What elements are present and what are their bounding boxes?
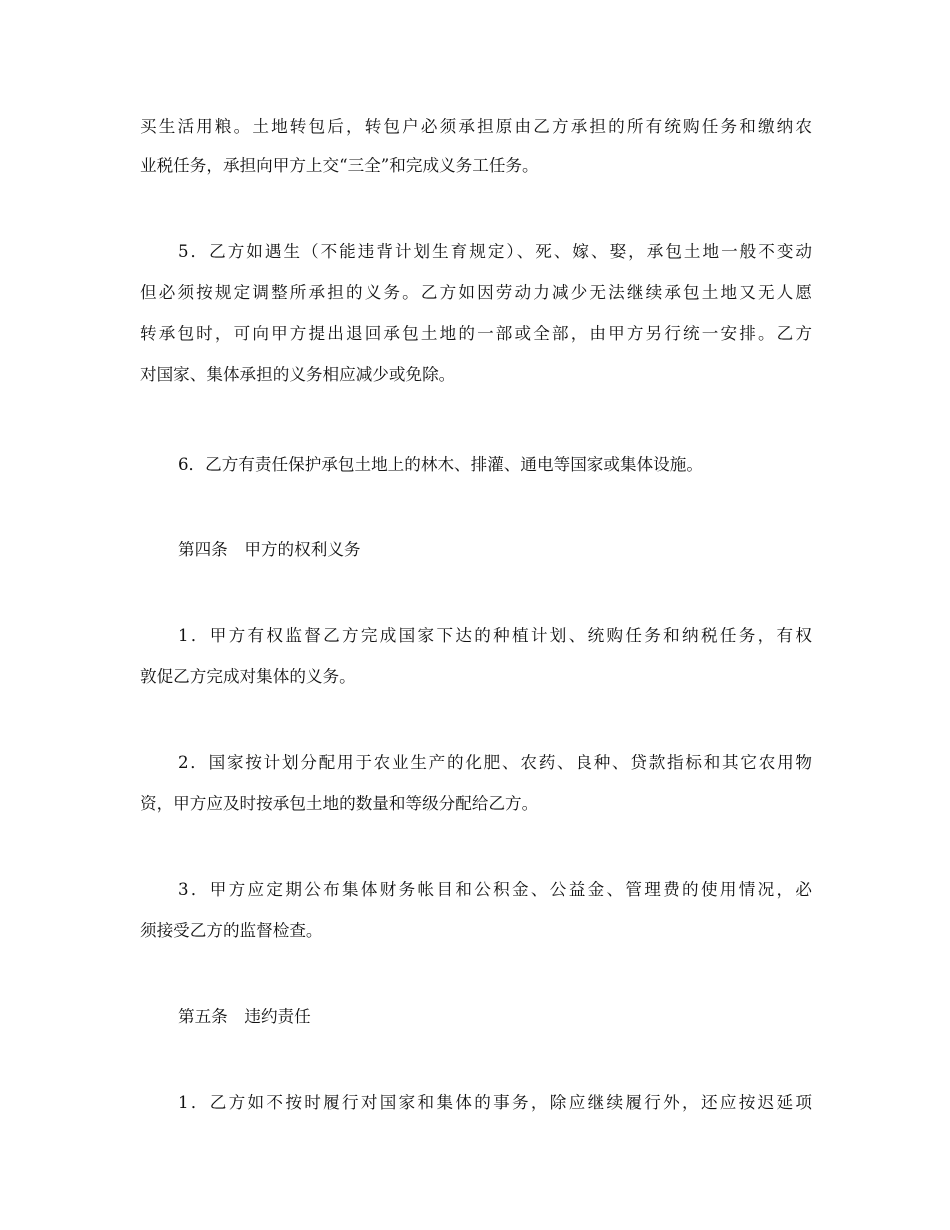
text-line: 敦促乙方完成对集体的义务。 bbox=[140, 667, 356, 686]
text-line: 1．乙方如不按时履行对国家和集体的事务，除应继续履行外，还应按迟延项 bbox=[178, 1093, 812, 1112]
text-line: 6．乙方有责任保护承包土地上的林木、排灌、通电等国家或集体设施。 bbox=[178, 455, 703, 474]
text-line: 5．乙方如遇生（不能违背计划生育规定）、死、嫁、娶，承包土地一般不变动 bbox=[178, 242, 812, 261]
text-line: 1．甲方有权监督乙方完成国家下达的种植计划、统购任务和纳税任务，有权 bbox=[178, 626, 812, 645]
text-line: 2．国家按计划分配用于农业生产的化肥、农药、良种、贷款指标和其它农用物 bbox=[178, 753, 812, 772]
section-heading: 第四条 甲方的权利义务 bbox=[178, 540, 361, 559]
text-line: 转承包时，可向甲方提出退回承包土地的一部或全部，由甲方另行统一安排。乙方 bbox=[140, 324, 812, 343]
text-line: 业税任务，承担向甲方上交“三全”和完成义务工任务。 bbox=[140, 156, 539, 175]
section-heading: 第五条 违约责任 bbox=[178, 1007, 311, 1026]
text-line: 对国家、集体承担的义务相应减少或免除。 bbox=[140, 365, 456, 384]
text-line: 但必须按规定调整所承担的义务。乙方如因劳动力减少无法继续承包土地又无人愿 bbox=[140, 283, 812, 302]
text-line: 买生活用粮。土地转包后，转包户必须承担原由乙方承担的所有统购任务和缴纳农 bbox=[140, 117, 812, 136]
text-line: 3．甲方应定期公布集体财务帐目和公积金、公益金、管理费的使用情况，必 bbox=[178, 880, 812, 899]
text-line: 须接受乙方的监督检查。 bbox=[140, 921, 323, 940]
text-line: 资，甲方应及时按承包土地的数量和等级分配给乙方。 bbox=[140, 794, 539, 813]
